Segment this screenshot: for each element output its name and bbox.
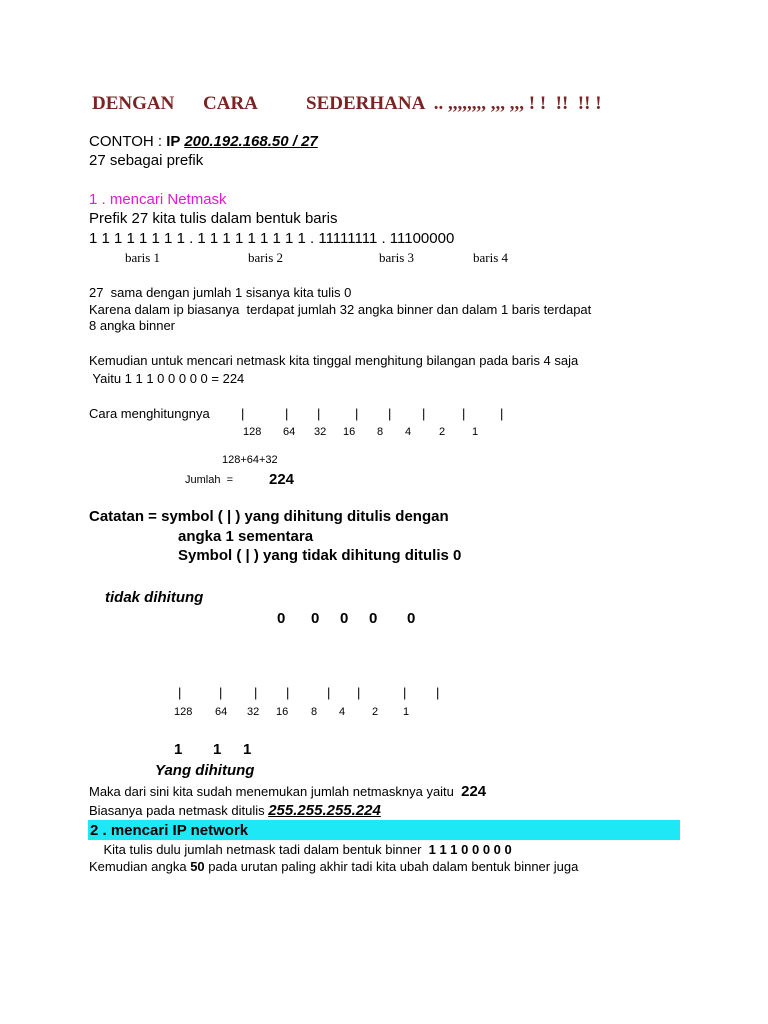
tally-bar: | <box>436 685 440 700</box>
prefix-note: 27 sebagai prefik <box>89 152 204 169</box>
baris-label-2: baris 2 <box>248 250 284 265</box>
section1-line1: Prefik 27 kita tulis dalam bentuk baris <box>89 210 338 227</box>
one-digit: 1 <box>213 741 222 758</box>
netmask-binary-value: 1 1 1 0 0 0 0 0 <box>428 842 512 857</box>
bit-value: 1 <box>403 706 410 718</box>
section2-text-2b: pada urutan paling akhir tadi kita ubah dalam bentuk binner juga <box>204 859 579 874</box>
tally-bar: | <box>462 406 466 421</box>
jumlah-label: Jumlah = <box>185 474 233 486</box>
bit-value: 2 <box>439 426 446 438</box>
conclusion-line-1 <box>89 784 486 799</box>
bit-value: 8 <box>377 426 384 438</box>
tally-bar: | <box>178 685 182 700</box>
cara-label: Cara menghitungnya <box>89 406 210 421</box>
paragraph-3a: Kemudian untuk mencari netmask kita tinggal menghitung bilangan pada baris 4 saja <box>89 353 579 368</box>
paragraph-2a: Karena dalam ip biasanya terdapat jumlah 32 angka binner dan dalam 1 baris terdapat <box>89 302 592 317</box>
bit-value: 1 <box>472 426 479 438</box>
bit-value: 32 <box>247 706 260 718</box>
octet-value: 50 <box>190 859 205 874</box>
binary-string: 1 1 1 1 1 1 1 1 . 1 1 1 1 1 1 1 1 1 . 11111111 . 11100000 <box>89 230 455 247</box>
tally-bar: | <box>388 406 392 421</box>
ip-label: IP <box>166 133 185 150</box>
tally-bar: | <box>355 406 359 421</box>
tally-bar: | <box>317 406 321 421</box>
section1-heading: 1 . mencari Netmask <box>89 191 227 208</box>
zero-digit: 0 <box>277 610 286 627</box>
bit-value: 4 <box>339 706 346 718</box>
zero-digit: 0 <box>340 610 349 627</box>
baris-label-4: baris 4 <box>473 250 509 265</box>
netmask-dotted-value: 255.255.255.224 <box>268 802 381 819</box>
conclusion-text-2: Biasanya pada netmask ditulis <box>89 803 269 818</box>
bit-value: 4 <box>405 426 412 438</box>
tally-bar: | <box>219 685 223 700</box>
contoh-label: CONTOH : <box>89 133 167 150</box>
bit-value: 64 <box>215 706 228 718</box>
tidak-dihitung-label: tidak dihitung <box>105 589 204 606</box>
zero-digit: 0 <box>311 610 320 627</box>
title-word-3: SEDERHANA .. ,,,,,,,, ,,, ,,, ! ! !! !! ! <box>306 93 602 114</box>
paragraph-3b: Yaitu 1 1 1 0 0 0 0 0 = 224 <box>89 371 245 386</box>
ip-value: 200.192.168.50 / 27 <box>184 133 318 150</box>
tally-bar: | <box>241 406 245 421</box>
catatan-line-1: Catatan = symbol ( | ) yang dihitung ditulis dengan <box>89 508 449 525</box>
bit-value: 128 <box>174 706 193 718</box>
baris-label-3: baris 3 <box>379 250 415 265</box>
title-word-1: DENGAN <box>92 93 175 114</box>
section2-line-1 <box>89 843 512 856</box>
bit-value: 32 <box>314 426 327 438</box>
bit-value: 128 <box>243 426 262 438</box>
section2-text-2a: Kemudian angka <box>89 859 191 874</box>
section2-line-2 <box>89 860 578 873</box>
bit-value: 8 <box>311 706 318 718</box>
zero-digit: 0 <box>407 610 416 627</box>
tally-bar: | <box>422 406 426 421</box>
conclusion-line-2 <box>89 803 381 818</box>
sum-expression: 128+64+32 <box>222 454 278 466</box>
section2-heading: 2 . mencari IP network <box>90 822 249 839</box>
title-word-2: CARA <box>203 93 258 114</box>
baris-label-1: baris 1 <box>125 250 161 265</box>
tally-bar: | <box>403 685 407 700</box>
netmask-value: 224 <box>461 783 487 800</box>
bit-value: 64 <box>283 426 296 438</box>
catatan-line-2: angka 1 sementara <box>178 528 314 545</box>
paragraph-1: 27 sama dengan jumlah 1 sisanya kita tulis 0 <box>89 285 352 300</box>
zero-digit: 0 <box>369 610 378 627</box>
bit-value: 16 <box>276 706 289 718</box>
paragraph-2b: 8 angka binner <box>89 318 176 333</box>
tally-bar: | <box>357 685 361 700</box>
bit-value: 2 <box>372 706 379 718</box>
bit-value: 16 <box>343 426 356 438</box>
section2-text-1: Kita tulis dulu jumlah netmask tadi dalam bentuk binner <box>89 842 429 857</box>
tally-bar: | <box>500 406 504 421</box>
yang-dihitung-label: Yang dihitung <box>155 762 255 779</box>
conclusion-text-1: Maka dari sini kita sudah menemukan jumlah netmasknya yaitu <box>89 784 462 799</box>
tally-bar: | <box>254 685 258 700</box>
tally-bar: | <box>285 406 289 421</box>
one-digit: 1 <box>243 741 252 758</box>
tally-bar: | <box>286 685 290 700</box>
jumlah-value: 224 <box>269 471 295 488</box>
catatan-line-3: Symbol ( | ) yang tidak dihitung ditulis 0 <box>178 547 462 564</box>
contoh-line <box>89 134 318 149</box>
one-digit: 1 <box>174 741 183 758</box>
tally-bar: | <box>327 685 331 700</box>
